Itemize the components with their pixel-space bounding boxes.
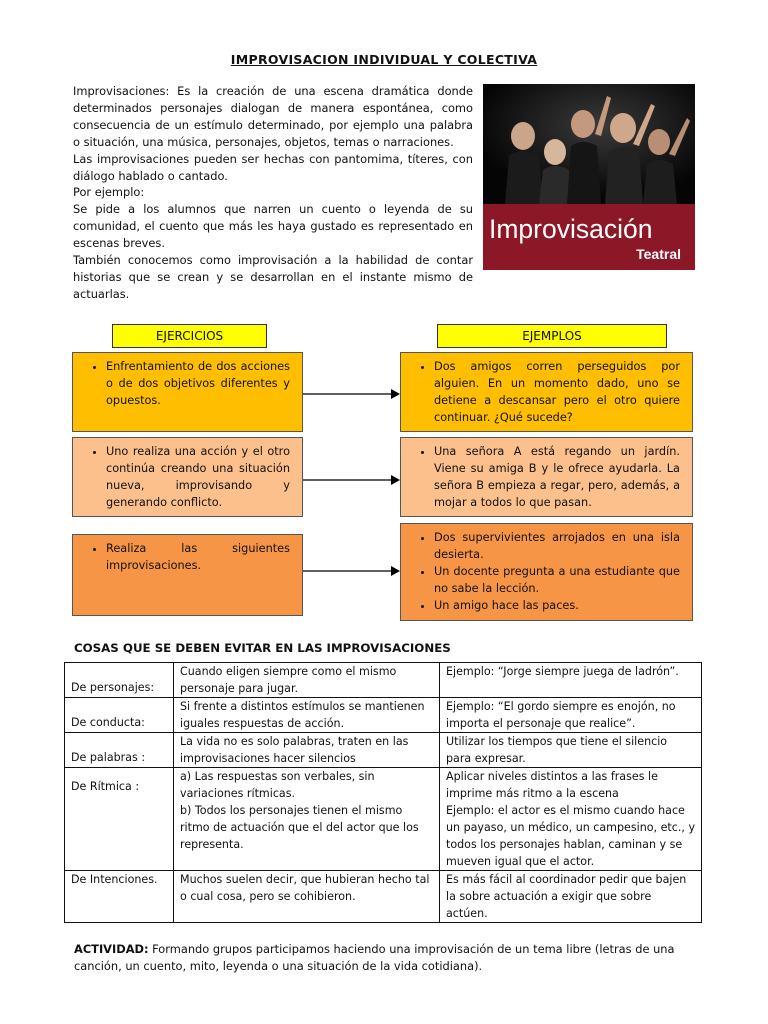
avoid-section-title: COSAS QUE SE DEBEN EVITAR EN LAS IMPROVISACIONES	[74, 641, 451, 655]
intro-paragraph: También conocemos como improvisación a la habilidad de contar historias que se crean y se desarrollan en el instante mismo de actuarlas.	[73, 253, 473, 301]
example-item: • Un amigo hace las paces.	[434, 597, 680, 614]
row-label: De conducta:	[65, 698, 174, 733]
row-description: Cuando eligen siempre como el mismo personaje para jugar.	[174, 663, 440, 698]
exercise-item: • Realiza las siguientes improvisaciones.	[106, 540, 290, 574]
row-example: Es más fácil al coordinador pedir que bajen la sobre actuación a exigir que sobre actúen.	[440, 871, 702, 923]
intro-paragraph: Se pide a los alumnos que narren un cuento o leyenda de su comunidad, el cuento que más les haya gustado es representado en escenas breves.	[73, 202, 473, 251]
row-description: La vida no es solo palabras, traten en las improvisaciones hacer silencios	[174, 733, 440, 768]
row-description: Si frente a distintos estímulos se mantienen iguales respuestas de acción.	[174, 698, 440, 733]
exercise-box-1	[72, 352, 303, 432]
exercise-box-3	[72, 534, 303, 616]
example-box-3	[400, 523, 693, 621]
intro-paragraph: Improvisaciones: Es la creación de una escena dramática donde determinados personajes dialogan de manera espontánea, como consecuencia de un estímulo determinado, por ejemplo una palabra o situación, una música, personajes, objetos, temas o narraciones.	[73, 84, 473, 149]
table-row	[65, 663, 702, 698]
example-item: • Dos supervivientes arrojados en una isla desierta.	[434, 529, 680, 563]
actors-photo	[483, 84, 695, 204]
arrow-icon	[303, 474, 401, 486]
example-item: • Dos amigos corren perseguidos por alguien. En un momento dado, uno se detiene a descansar pero el otro quiere continuar. ¿Qué sucede?	[434, 358, 680, 426]
exercise-item: • Uno realiza una acción y el otro continúa creando una situación nueva, improvisando y generando conflicto.	[106, 443, 290, 511]
improvisacion-poster-image	[483, 84, 695, 270]
row-description: a) Las respuestas son verbales, sin variaciones rítmicas. b) Todos los personajes tienen el mismo ritmo de actuación que el del actor que los representa.	[174, 768, 440, 871]
ejemplos-header: EJEMPLOS	[437, 324, 667, 348]
table-row	[65, 768, 702, 871]
ejercicios-header: EJERCICIOS	[112, 324, 267, 348]
intro-paragraph: Las improvisaciones pueden ser hechas con pantomima, títeres, con diálogo hablado o cantado.	[73, 151, 473, 183]
arrow-icon	[303, 565, 401, 577]
row-label: De Intenciones.	[65, 871, 174, 923]
row-label: De Rítmica :	[65, 768, 174, 871]
page-title: IMPROVISACION INDIVIDUAL Y COLECTIVA	[230, 52, 538, 67]
table-row	[65, 733, 702, 768]
table-row	[65, 871, 702, 923]
table-row	[65, 698, 702, 733]
poster-subtitle: Teatral	[636, 246, 681, 262]
activity-text: Formando grupos participamos haciendo una improvisación de un tema libre (letras de una canción, un cuento, mito, leyenda o una situación de la vida cotidiana).	[74, 942, 675, 973]
example-item: • Un docente pregunta a una estudiante que no sabe la lección.	[434, 563, 680, 597]
intro-paragraph: Por ejemplo:	[73, 185, 145, 200]
row-label: De personajes:	[65, 663, 174, 698]
example-item: • Una señora A está regando un jardín. Viene su amiga B y le ofrece ayudarla. La señora B empieza a regar, pero, además, a mojar a todos lo que pasan.	[434, 443, 680, 511]
row-label: De palabras :	[65, 733, 174, 768]
row-example: Utilizar los tiempos que tiene el silencio para expresar.	[440, 733, 702, 768]
row-description: Muchos suelen decir, que hubieran hecho tal o cual cosa, pero se cohibieron.	[174, 871, 440, 923]
row-example: Ejemplo: “Jorge siempre juega de ladrón”.	[440, 663, 702, 698]
activity-label: ACTIVIDAD:	[74, 942, 149, 956]
activity-paragraph	[74, 941, 710, 974]
exercise-box-2	[72, 437, 303, 517]
arrow-icon	[303, 388, 401, 400]
example-box-1	[400, 352, 693, 432]
row-example: Ejemplo: “El gordo siempre es enojón, no importa el personaje que realice”.	[440, 698, 702, 733]
exercise-item: • Enfrentamiento de dos acciones o de dos objetivos diferentes y opuestos.	[106, 358, 290, 409]
example-box-2	[400, 437, 693, 517]
poster-title: Improvisación	[489, 214, 653, 244]
intro-text	[73, 83, 473, 303]
row-example: Aplicar niveles distintos a las frases le imprime más ritmo a la escena Ejemplo: el actor es el mismo cuando hace un payaso, un médico, un campesino, etc., y todos los personajes hablan, caminan y se mueven igual que el actor.	[440, 768, 702, 871]
avoid-table	[64, 662, 702, 923]
